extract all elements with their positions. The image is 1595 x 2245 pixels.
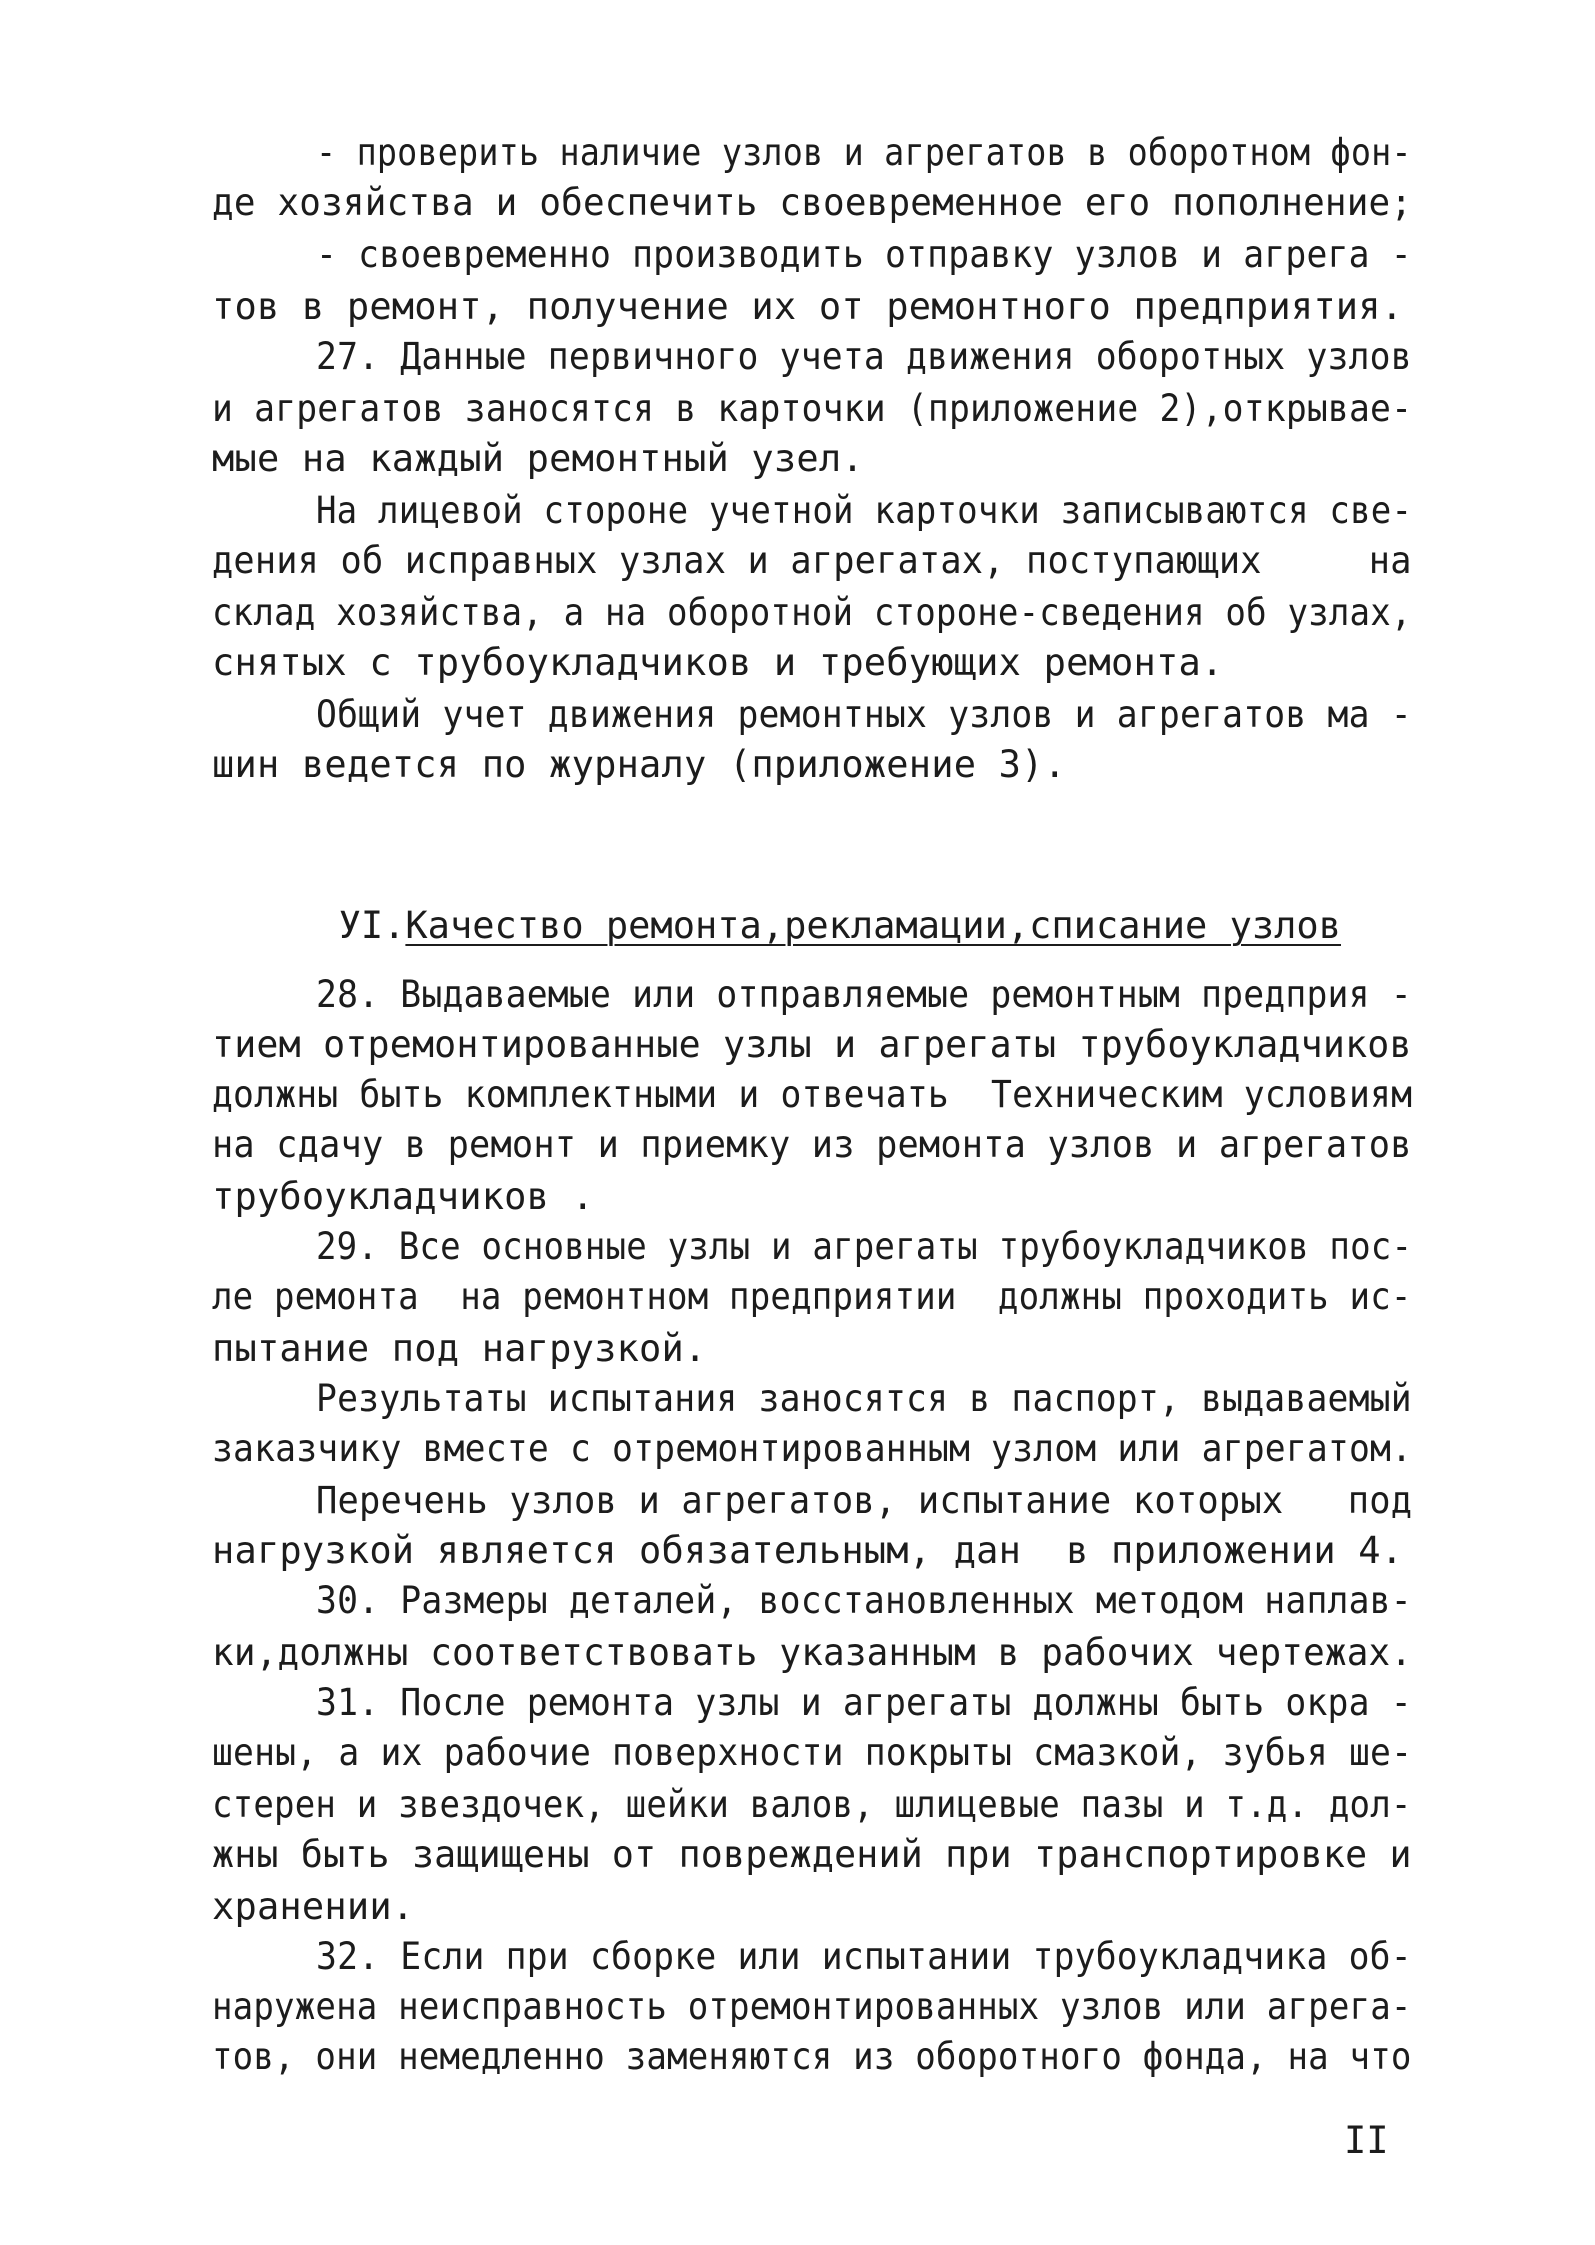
text-line: трубоукладчиков .	[212, 1175, 595, 1218]
text-line: На лицевой стороне учетной карточки записываются све-	[316, 489, 1413, 532]
text-line: тов, они немедленно заменяются из оборотного фонда, на что	[212, 2035, 1412, 2078]
text-line: заказчику вместе с отремонтированным узлом или агрегатом.	[212, 1427, 1413, 1470]
text-line: стерен и звездочек, шейки валов, шлицевые пазы и т.д. дол-	[212, 1783, 1412, 1826]
text-line: дения об исправных узлах и агрегатах, поступающих на	[212, 539, 1412, 582]
text-line: 28. Выдаваемые или отправляемые ремонтным предприя -	[316, 973, 1412, 1016]
text-line: де хозяйства и обеспечить своевременное его пополнение;	[212, 181, 1413, 224]
text-line: нагрузкой является обязательным, дан в приложении 4.	[212, 1529, 1404, 1572]
text-line: мые на каждый ремонтный узел.	[212, 437, 864, 480]
section-number: УI.	[338, 904, 406, 947]
text-line: Перечень узлов и агрегатов, испытание которых под	[316, 1479, 1413, 1522]
section-title: Качество ремонта,рекламации,списание узлов	[405, 904, 1341, 947]
text-line: Общий учет движения ремонтных узлов и агрегатов ма -	[316, 693, 1412, 736]
text-line: на сдачу в ремонт и приемку из ремонта узлов и агрегатов	[212, 1123, 1412, 1166]
text-line: снятых с трубоукладчиков и требующих ремонта.	[212, 641, 1224, 684]
text-line: шин ведется по журналу (приложение 3).	[212, 743, 1067, 786]
text-line: 27. Данные первичного учета движения оборотных узлов	[316, 335, 1412, 378]
text-line: жны быть защищены от повреждений при транспортировке и	[212, 1833, 1412, 1876]
text-line: 30. Размеры деталей, восстановленных методом наплав-	[316, 1579, 1412, 1622]
text-line: должны быть комплектными и отвечать Техническим условиям	[212, 1073, 1413, 1116]
section-heading	[294, 870, 1341, 947]
text-line: пытание под нагрузкой.	[212, 1327, 707, 1370]
text-line: хранении.	[212, 1885, 415, 1928]
text-line: наружена неисправность отремонтированных узлов или агрега-	[212, 1985, 1412, 2028]
text-line: 32. Если при сборке или испытании трубоукладчика об-	[316, 1935, 1412, 1978]
text-line: тов в ремонт, получение их от ремонтного предприятия.	[212, 285, 1404, 328]
text-line: 31. После ремонта узлы и агрегаты должны быть окра -	[316, 1681, 1412, 1724]
text-line: ле ремонта на ремонтном предприятии должны проходить ис-	[212, 1275, 1412, 1318]
text-line: Результаты испытания заносятся в паспорт, выдаваемый	[316, 1377, 1412, 1420]
text-line: и агрегатов заносятся в карточки (приложение 2),открывае-	[212, 387, 1413, 430]
text-line: тием отремонтированные узлы и агрегаты трубоукладчиков	[212, 1023, 1412, 1066]
text-line: ки,должны соответствовать указанным в рабочих чертежах.	[212, 1631, 1413, 1674]
text-line: склад хозяйства, а на оборотной стороне-сведения об узлах,	[212, 591, 1412, 634]
text-line: шены, а их рабочие поверхности покрыты смазкой, зубья ше-	[212, 1731, 1413, 1774]
text-line: - своевременно производить отправку узлов и агрега -	[316, 233, 1412, 276]
page-number: II	[1344, 2119, 1389, 2162]
text-line: 29. Все основные узлы и агрегаты трубоукладчиков пос-	[316, 1225, 1413, 1268]
text-line: - проверить наличие узлов и агрегатов в оборотном фон-	[316, 131, 1412, 174]
